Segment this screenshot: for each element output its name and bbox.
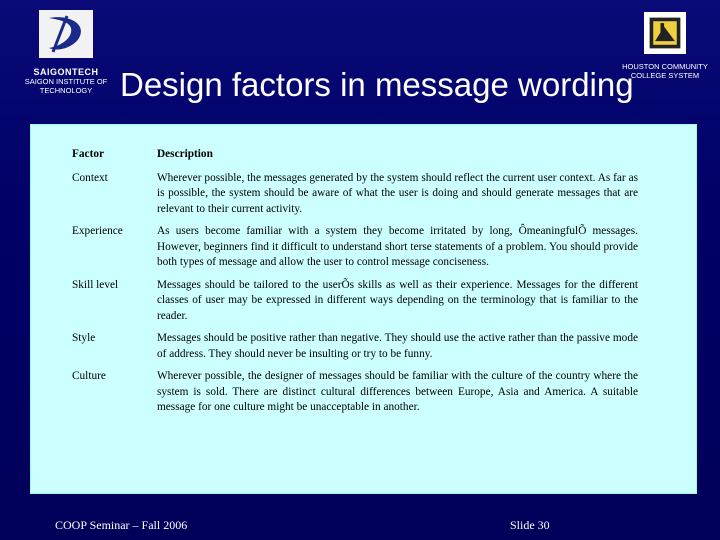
factor-table (72, 147, 638, 416)
saigontech-emblem-icon (39, 10, 93, 58)
column-header-description: Description (157, 148, 213, 160)
table-row (72, 171, 638, 218)
table-header (72, 147, 638, 163)
content-panel (30, 124, 697, 494)
slide-number: Slide 30 (510, 518, 550, 532)
page-title: Design factors in message wording (120, 66, 634, 103)
description-cell: Wherever possible, the messages generated by the system should reflect the current user context. As far as is possible, the system should be aware of what the user is doing and should generate messages that are relevant to their current activity. (157, 171, 638, 215)
factor-cell: Experience (72, 225, 123, 237)
logo-name: SAIGONTECH (33, 67, 99, 77)
factor-cell: Context (72, 171, 108, 184)
left-logo (16, 10, 116, 95)
factor-cell: Culture (72, 370, 106, 382)
logo-line: HOUSTON COMMUNITY (622, 62, 708, 71)
factor-cell: Style (72, 332, 96, 344)
logo-line: COLLEGE SYSTEM (630, 71, 700, 80)
description-cell: As users become familiar with a system they become irritated by long, ÔmeaningfulÕ messages. However, beginners find it difficult to understand short terse statements of a problem. You should provide both types of message and allow the user to control message conciseness. (157, 225, 638, 268)
logo-line: TECHNOLOGY (39, 86, 93, 95)
table-row (72, 278, 638, 325)
hccs-emblem-icon (644, 12, 686, 54)
table-row (72, 331, 638, 362)
logo-line: SAIGON INSTITUTE OF (24, 77, 108, 86)
footer-course: COOP Seminar – Fall 2006 (55, 518, 188, 532)
table-row (72, 224, 638, 271)
table-row (72, 369, 638, 416)
right-logo (610, 12, 720, 80)
description-cell: Messages should be positive rather than negative. They should use the active rather than the passive mode of address. They should never be insulting or try to be funny. (157, 332, 638, 360)
description-cell: Wherever possible, the designer of messages should be familiar with the culture of the country where the system is sold. There are distinct cultural differences between Europe, Asia and America. A suitable message for one culture might be unacceptable in another. (157, 370, 638, 413)
description-cell: Messages should be tailored to the userÕs skills as well as their experience. Messages for the different classes of user may be expressed in different ways depending on the terminology that is familiar to the reader. (157, 278, 638, 322)
column-header-factor: Factor (72, 148, 104, 160)
factor-cell: Skill level (72, 278, 119, 291)
